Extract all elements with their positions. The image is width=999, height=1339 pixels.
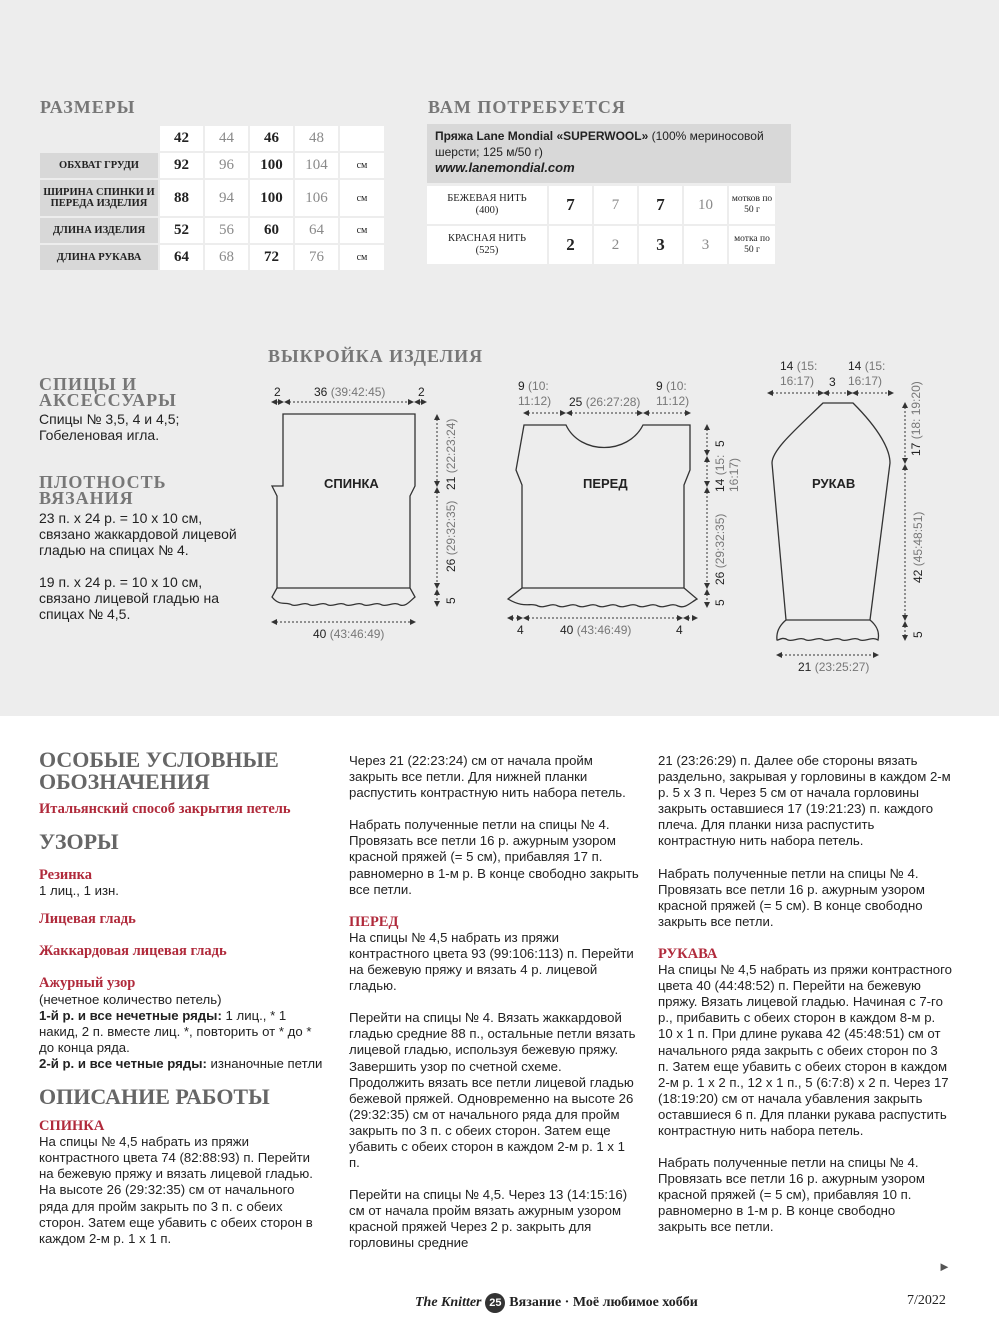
jacquard-heading: Жаккардовая лицевая гладь [39,943,227,960]
column-3 [658,753,952,1236]
dim-main: 21 [798,660,812,674]
front-hem-text: Набрать полученные петли на спицы № 4. Провязать все петли 16 р. ажурным узором красной пряжей (= 5 см). В конце свободно закрыть все петли. [658,865,925,929]
back-label: СПИНКА [324,476,379,491]
size-cell: 56 [205,218,248,243]
size-cell: 100 [250,180,293,216]
size-col: 48 [295,126,338,151]
stockinette-heading: Лицевая гладь [39,911,136,928]
dim-front-shoulder-right [656,379,689,409]
front-label: ПЕРЕД [583,476,628,491]
dim-alt: (43:46:49) [329,627,385,641]
yarn-cell: 3 [639,226,682,264]
yarn-code: (400) [475,205,499,216]
needles-text: Спицы № 3,5, 4 и 4,5; Гобеленовая игла. [39,411,180,443]
yarn-unit: мотков по 50 г [729,186,775,224]
dim-back-top [314,385,385,399]
dim-front-body [713,514,727,585]
back-outline [272,414,415,605]
yarn-url: www.lanemondial.com [435,160,575,175]
size-unit: см [340,245,384,270]
yarn-cell: 3 [684,226,727,264]
dim-front-armhole [713,455,741,492]
dim-alt: (29:32:35) [713,513,727,569]
odd-rows-label: 1-й р. и все нечетные ряды: [39,1007,222,1023]
yarn-name: Пряжа Lane Mondial «SUPERWOOL» [435,129,649,143]
size-cell: 60 [250,218,293,243]
dim-alt: 16:17) [780,374,815,388]
size-cell: 52 [160,218,203,243]
dim-front-side-right: 4 [676,623,683,637]
even-rows-label: 2-й р. и все четные ряды: [39,1055,207,1071]
dim-alt: (26:27:28) [585,395,641,409]
magazine-subtitle: Вязание · Моё любимое хобби [509,1295,698,1310]
sleeve-outline [772,403,890,640]
dim-main: 25 [569,395,583,409]
size-row-label: ОБХВАТ ГРУДИ [40,153,158,178]
dim-back-body [444,501,458,572]
lace-odd-rows [39,1008,319,1056]
dim-main: 40 [560,623,574,637]
dim-main: 17 [909,442,923,456]
lace-note: (нечетное количество петель) [39,991,222,1007]
size-row-label: ДЛИНА РУКАВА [40,245,158,270]
dim-alt: 11:12) [656,394,690,408]
dim-main: 26 [444,558,458,572]
dim-alt: (23:25:27) [814,660,870,674]
front-cast-on-text: На спицы № 4,5 набрать из пряжи контрастного цвета 93 (99:106:113) п. Перейти на бежевую пряжу и вязать 4 р. лицевой гладью. [349,929,634,994]
size-cell: 76 [295,245,338,270]
dim-front-neck-depth: 5 [713,440,727,447]
dim-sleeve-length [911,512,925,583]
dim-sleeve-hem: 5 [911,631,925,638]
dim-alt: (10: [528,379,549,393]
dim-back-right: 2 [418,385,425,399]
italian-cast-off: Итальянский способ закрытия петель [39,801,291,817]
dim-front-side-left: 4 [517,623,524,637]
size-cell: 94 [205,180,248,216]
needles-heading: СПИЦЫ И АКСЕССУАРЫ [39,374,177,410]
lace-heading: Ажурный узор [39,975,136,992]
dim-alt: (45:48:51) [911,511,925,567]
lace-even-rows [39,1056,329,1072]
dim-alt: (29:32:35) [444,500,458,556]
front-shoulder-text: 21 (23:26:29) п. Далее обе стороны вязать раздельно, закрывая у горловины в каждом 2-м р. 5 х 3 п. Через 5 см от начала горловины закрыть оставшиеся 17 (19:21:23) п. каждого плеча. Для планки низа распустить контрастную нить набора петель. [658,753,951,849]
dim-main: 42 [911,569,925,583]
pattern-heading: ВЫКРОЙКА ИЗДЕЛИЯ [268,346,484,366]
yarn-cell: 7 [549,186,592,224]
yarn-color: КРАСНАЯ НИТЬ [448,233,526,244]
dim-alt: (18: 19:20) [909,381,923,440]
continue-arrow-icon[interactable]: ► [938,1259,951,1274]
page-number-badge: 25 [485,1293,505,1313]
size-cell: 96 [205,153,248,178]
dim-back-bottom [313,627,384,641]
magazine-footer [415,1293,698,1313]
dim-sleeve-cap-left [780,359,817,389]
rib-heading: Резинка [39,867,93,884]
dim-main: 36 [314,385,328,399]
size-unit: см [340,218,384,243]
sleeves-text: На спицы № 4,5 набрать из пряжи контрастного цвета 40 (44:48:52) п. Перейти на бежевую пряжу. Вязать лицевой гладью. Начиная с 7-го р., прибавить с обеих сторон в каждом 8-м р. 10 х 1 п. При длине рукава 42 (45:48:51) см от начального ряда закрыть с обеих сторон по 3 п. Затем еще убавить с обеих сторон в каждом 2-м р. 1 х 2 п., 12 х 1 п., 5 (6:7:8) х 2 п. Через 17 (18:19:20) см от начала убавления закрыть оставшиеся 6 п. Для планки рукава распустить контрастную нить набора петель. [658,962,952,1138]
size-cell: 104 [295,153,338,178]
special-symbols-heading: ОСОБЫЕ УСЛОВНЫЕ ОБОЗНАЧЕНИЯ [39,747,279,794]
size-unit: см [340,153,384,178]
dim-alt: (43:46:49) [576,623,632,637]
size-col: 42 [160,126,203,151]
back-text: На спицы № 4,5 набрать из пряжи контрастного цвета 74 (82:88:93) п. Перейти на бежевую пряжу и вязать лицевой гладью. На высоте 26 (29:32:35) см от начального ряда для пройм закрыть по 3 п. с обеих сторон. Затем еще убавить с обеих сторон в каждом 2-м р. 1 х 1 п. [39,1134,313,1246]
size-cell: 64 [295,218,338,243]
dim-front-shoulder-left [518,379,551,409]
front-neck-text: Перейти на спицы № 4,5. Через 13 (14:15:16) см от начала пройм вязать ажурным узором красной пряжей Через 2 р. закрыть для горловины средние [349,1187,628,1251]
density-text-1: 23 п. х 24 р. = 10 х 10 см, связано жаккардовой лицевой гладью на спицах № 4. [39,510,237,558]
yarn-color: БЕЖЕВАЯ НИТЬ [447,193,527,204]
dim-main: 26 [713,571,727,585]
dim-alt: 16:17) [848,374,883,388]
dim-front-hem: 5 [713,599,727,606]
dim-sleeve-cap-right [848,359,885,389]
dim-back-hem: 5 [444,597,458,604]
size-cell: 64 [160,245,203,270]
even-rows-text: изнаночные петли [206,1055,323,1071]
size-col: 46 [250,126,293,151]
yarn-cell: 10 [684,186,727,224]
front-jacquard-text: Перейти на спицы № 4. Вязать жаккардовой гладью средние 88 п., остальные петли вязать лицевой гладью, используя бежевую пряжу. Завершить узор по счетной схеме. Продолжить вязать все петли лицевой гладью бежевой пряжей. Одновременно на высоте 26 (29:32:35) см от начального ряда для пройм закрыть по 3 п. с обеих сторон. Затем еще убавить с обеих сторон в каждом 2-м р. 1 х 1 п. [349,1010,636,1171]
dim-alt: (15: [864,359,886,373]
size-unit: см [340,180,384,216]
sleeves-hem-text: Набрать полученные петли на спицы № 4. Провязать все петли 16 р. ажурным узором красной пряжей (= 5 см), прибавляя 10 п. равномерно в 1-м р. В конце свободно закрыть все петли. [658,1155,925,1235]
sleeves-heading: РУКАВА [658,945,718,962]
size-row-label: ШИРИНА СПИНКИ И ПЕРЕДА ИЗДЕЛИЯ [40,180,158,216]
density-heading: ПЛОТНОСТЬ ВЯЗАНИЯ [39,472,167,508]
column-1 [39,749,329,1247]
dim-alt: (15: [713,454,727,476]
dim-front-bottom [560,623,631,637]
needs-heading: ВАМ ПОТРЕБУЕТСЯ [428,97,626,117]
yarn-cell: 7 [639,186,682,224]
density-text-2: 19 п. х 24 р. = 10 х 10 см, связано лицевой гладью на спицах № 4,5. [39,574,220,622]
dim-alt: 11:12) [518,394,552,408]
sizes-heading: РАЗМЕРЫ [40,97,136,117]
back-hem-text: Набрать полученные петли на спицы № 4. Провязать все петли 16 р. ажурным узором красной пряжей (= 5 см), прибавляя 17 п. равномерно в 1-м р. В конце свободно закрыть все петли. [349,817,639,897]
dim-back-left: 2 [274,385,281,399]
rib-text: 1 лиц., 1 изн. [39,883,119,899]
yarn-composition-2: шерсти; 125 м/50 г) [435,145,543,159]
yarn-composition: (100% мериносовой [648,129,764,143]
dim-sleeve-cap-height [909,381,923,456]
back-heading: СПИНКА [39,1118,105,1135]
dim-alt: 16:17) [727,457,741,492]
description-heading: ОПИСАНИЕ РАБОТЫ [39,1084,270,1110]
size-cell: 106 [295,180,338,216]
dim-alt: (10: [666,379,687,393]
front-heading: ПЕРЕД [349,913,399,930]
size-cell: 92 [160,153,203,178]
dim-alt: (39:42:45) [330,385,386,399]
dim-alt: (15: [796,359,818,373]
yarn-cell: 2 [594,226,637,264]
size-cell: 88 [160,180,203,216]
column-2 [349,753,639,1252]
dim-main: 21 [444,476,458,490]
yarn-cell: 2 [549,226,592,264]
yarn-unit: мотка по 50 г [729,226,775,264]
dim-back-armhole [444,419,458,490]
issue-number: 7/2022 [907,1293,946,1308]
dim-front-neck [569,395,640,409]
dim-sleeve-bottom [798,660,869,674]
size-col: 44 [205,126,248,151]
yarn-cell: 7 [594,186,637,224]
dim-alt: (22:23:24) [444,418,458,474]
dim-main: 9 [656,379,663,393]
yarn-code: (525) [475,245,499,256]
size-cell: 68 [205,245,248,270]
odd-rows-text: 1 лиц., * 1 накид, 2 п. вместе лиц. *, повторить от * до * до конца ряда. [39,1007,312,1055]
size-cell: 72 [250,245,293,270]
size-cell: 100 [250,153,293,178]
front-outline [508,425,697,607]
dim-main: 14 [848,359,862,373]
dim-main: 14 [713,478,727,492]
size-row-label: ДЛИНА ИЗДЕЛИЯ [40,218,158,243]
dim-main: 14 [780,359,794,373]
brand-name: The Knitter [415,1295,482,1310]
dim-main: 9 [518,379,525,393]
sleeve-label: РУКАВ [812,476,856,491]
dim-sleeve-cap-top: 3 [829,375,836,389]
patterns-heading: УЗОРЫ [39,829,119,855]
back-armhole-text: Через 21 (22:23:24) см от начала пройм закрыть все петли. Для нижней планки распустить контрастную нить набора петель. [349,753,626,801]
dim-main: 40 [313,627,327,641]
